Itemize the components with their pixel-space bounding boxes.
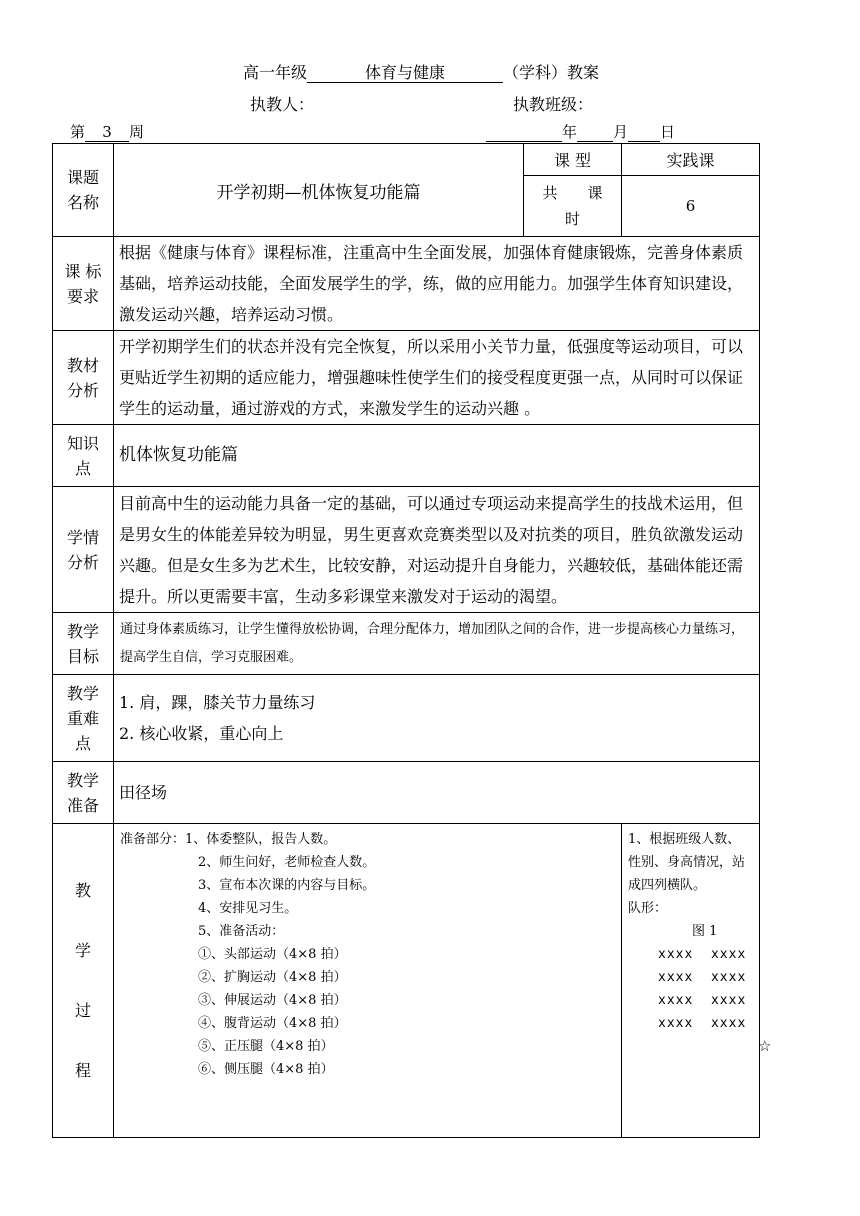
process-step: ③、伸展运动（4×8 拍）	[198, 993, 347, 1008]
topic-label: 课题 名称	[53, 144, 114, 237]
week-prefix: 第	[70, 123, 86, 141]
row-topic-type	[53, 144, 760, 176]
day-blank	[628, 123, 660, 142]
process-step: 3、宣布本次课的内容与目标。	[198, 878, 376, 893]
formation-label: 队形：	[628, 901, 668, 916]
row-goal	[53, 613, 760, 675]
subject-text: 体育与健康	[307, 64, 503, 83]
subject-suffix: （学科）教案	[503, 63, 600, 82]
process-step: ②、扩胸运动（4×8 拍）	[198, 970, 347, 985]
row-standard	[53, 237, 760, 331]
topic-value: 开学初期—机体恢复功能篇	[114, 144, 524, 237]
process-content	[114, 824, 622, 1138]
process-step: ①、头部运动（4×8 拍）	[198, 947, 347, 962]
class-label: 执教班级：	[513, 95, 594, 114]
week-suffix: 周	[129, 123, 145, 141]
week-value: 3	[85, 123, 129, 142]
grade-text: 高一年级	[243, 63, 308, 82]
key-point-item: 1. 肩，踝，膝关节力量练习	[119, 693, 316, 712]
goal-text: 通过身体素质练习，让学生懂得放松协调，合理分配体力，增加团队之间的合作，进一步提高核心力量练习，提高学生自信，学习克服困难。	[114, 613, 760, 675]
key-points-list	[114, 675, 760, 762]
formation-row: xxxx xxxx	[658, 970, 747, 985]
process-step: 5、准备活动：	[198, 924, 285, 939]
process-step: ④、腹背运动（4×8 拍）	[198, 1016, 347, 1031]
row-key-points	[53, 675, 760, 762]
process-step: ⑤、正压腿（4×8 拍）	[198, 1039, 334, 1054]
standard-text: 根据《健康与体育》课程标准，注重高中生全面发展，加强体育健康锻炼，完善身体素质基础，培养运动技能，全面发展学生的学，练，做的应用能力。加强学生体育知识建设，激发运动兴趣，培养运动习惯。	[114, 237, 760, 331]
type-label: 课 型	[524, 144, 622, 176]
formation-description: 1、根据班级人数、性别、身高情况，站成四列横队。	[628, 832, 746, 893]
formation-row: xxxx xxxx	[658, 993, 747, 1008]
figure-title: 图 1	[692, 924, 718, 939]
row-material	[53, 331, 760, 425]
day-label: 日	[660, 123, 676, 141]
process-step: 4、安排见习生。	[198, 901, 298, 916]
year-blank	[486, 123, 562, 142]
formation-row: xxxx xxxx	[658, 1016, 747, 1031]
standard-label: 课 标 要求	[53, 237, 114, 331]
key-label: 教学 重难 点	[53, 675, 114, 762]
teacher-star-icon: ☆	[758, 1037, 772, 1055]
knowledge-text: 机体恢复功能篇	[114, 425, 760, 487]
month-blank	[577, 123, 613, 142]
learner-label: 学情 分析	[53, 487, 114, 613]
row-learner	[53, 487, 760, 613]
row-prep	[53, 762, 760, 824]
hours-label: 共 课 时	[524, 176, 622, 237]
week-line	[70, 121, 144, 142]
row-knowledge	[53, 425, 760, 487]
key-point-item: 2. 核心收紧，重心向上	[119, 724, 284, 743]
teacher-label: 执教人：	[250, 95, 315, 114]
knowledge-label: 知识 点	[53, 425, 114, 487]
type-value: 实践课	[622, 144, 760, 176]
process-step: ⑥、侧压腿（4×8 拍）	[198, 1062, 334, 1077]
process-step: 准备部分：1、体委整队，报告人数。	[120, 832, 337, 847]
prep-label: 教学 准备	[53, 762, 114, 824]
material-text: 开学初期学生们的状态并没有完全恢复，所以采用小关节力量，低强度等运动项目，可以更贴近学生初期的适应能力，增强趣味性使学生们的接受程度更强一点，从同时可以保证学生的运动量，通过游戏的方式，来激发学生的运动兴趣 。	[114, 331, 760, 425]
row-process	[53, 824, 760, 1138]
process-label: 教 学 过 程	[53, 824, 114, 1138]
material-label: 教材 分析	[53, 331, 114, 425]
prep-text: 田径场	[114, 762, 760, 824]
process-notes	[622, 824, 772, 1138]
year-label: 年	[562, 123, 578, 141]
formation-row: xxxx xxxx	[658, 947, 747, 962]
hours-value: 6	[622, 176, 760, 237]
goal-label: 教学 目标	[53, 613, 114, 675]
lesson-plan-table	[52, 143, 772, 1138]
process-step: 2、师生问好，老师检查人数。	[198, 855, 376, 870]
month-label: 月	[613, 123, 629, 141]
learner-text: 目前高中生的运动能力具备一定的基础，可以通过专项运动来提高学生的技战术运用，但是男女生的体能差异较为明显，男生更喜欢竞赛类型以及对抗类的项目，胜负欲激发运动兴趣。但是女生多为艺术生，比较安静，对运动提升自身能力，兴趣较低，基础体能还需提升。所以更需要丰富，生动多彩课堂来激发对于运动的渴望。	[114, 487, 760, 613]
date-line	[486, 121, 675, 142]
title-line	[243, 60, 599, 83]
